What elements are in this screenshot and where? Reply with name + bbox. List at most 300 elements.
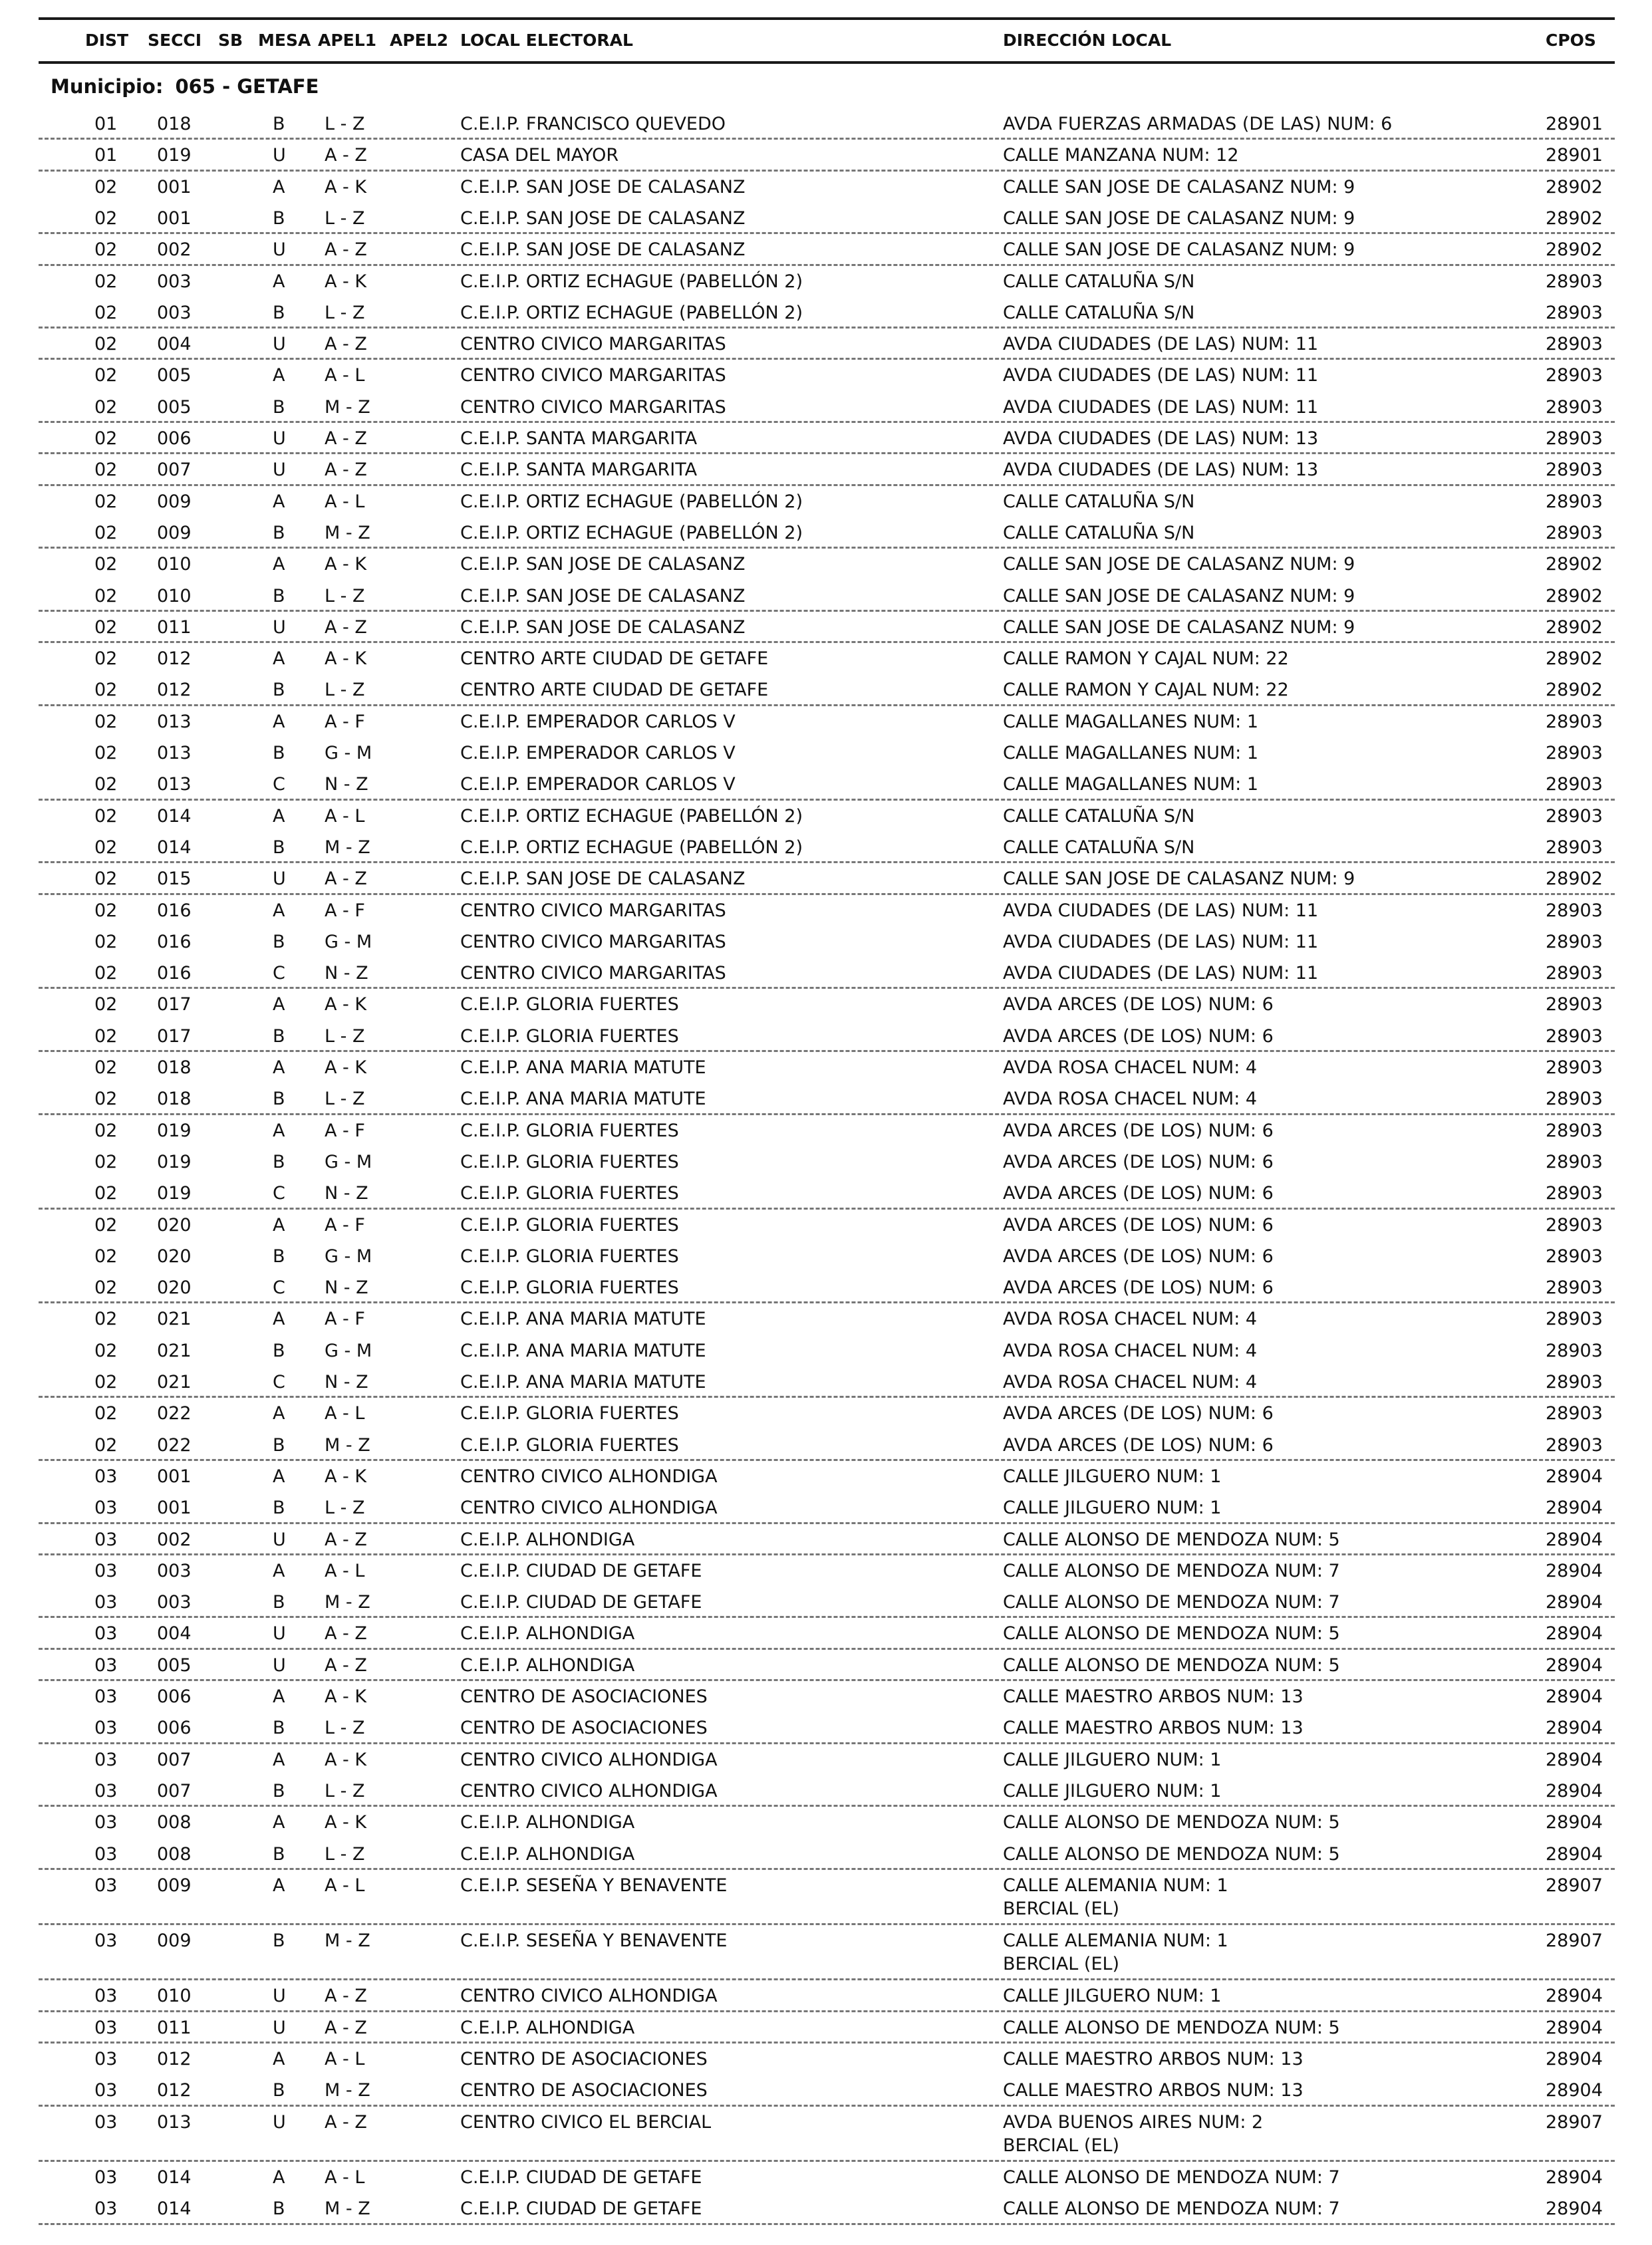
cell-apel1: L - Z (325, 585, 365, 606)
cell-direccion-local-line2: BERCIAL (EL) (1003, 2135, 1120, 2156)
cell-mesa: A (273, 1749, 285, 1770)
cell-apel1: M - Z (325, 1434, 370, 1456)
cell-dist: 03 (94, 1749, 118, 1770)
cell-apel1: A - Z (325, 1654, 367, 1676)
cell-apel1: A - L (325, 2167, 365, 2188)
cell-cpos: 28903 (1546, 396, 1603, 418)
cell-secci: 013 (157, 743, 192, 763)
cell-local-electoral: C.E.I.P. EMPERADOR CARLOS V (460, 743, 736, 763)
cell-local-electoral: C.E.I.P. ANA MARIA MATUTE (460, 1340, 706, 1361)
cell-local-electoral: CENTRO CIVICO MARGARITAS (460, 334, 726, 355)
cell-dist: 03 (94, 2111, 118, 2133)
cell-dist: 02 (94, 239, 118, 261)
cell-mesa: U (273, 239, 286, 261)
cell-apel1: M - Z (325, 1592, 370, 1613)
cell-local-electoral: CENTRO ARTE CIUDAD DE GETAFE (460, 680, 769, 701)
cell-cpos: 28903 (1546, 1057, 1603, 1078)
cell-local-electoral: C.E.I.P. SAN JOSE DE CALASANZ (460, 616, 746, 638)
cell-local-electoral: CENTRO CIVICO MARGARITAS (460, 396, 726, 418)
cell-apel1: A - Z (325, 334, 367, 355)
cell-mesa: A (273, 900, 285, 921)
cell-apel1: A - K (325, 1749, 367, 1770)
cell-dist: 02 (94, 302, 118, 323)
cell-dist: 03 (94, 1623, 118, 1645)
cell-dist: 03 (94, 1780, 118, 1801)
cell-cpos: 28903 (1546, 711, 1603, 732)
cell-cpos: 28903 (1546, 1309, 1603, 1330)
cell-secci: 009 (157, 1875, 192, 1896)
cell-secci: 012 (157, 2049, 192, 2069)
cell-cpos: 28903 (1546, 1214, 1603, 1236)
cell-dist: 02 (94, 396, 118, 418)
cell-mesa: B (273, 1246, 285, 1267)
cell-local-electoral: CENTRO CIVICO EL BERCIAL (460, 2111, 712, 2133)
cell-apel1: A - K (325, 1812, 367, 1833)
cell-secci: 018 (157, 114, 192, 134)
cell-local-electoral: C.E.I.P. ANA MARIA MATUTE (460, 1309, 706, 1330)
cell-local-electoral: C.E.I.P. GLORIA FUERTES (460, 994, 679, 1015)
cell-dist: 01 (94, 145, 118, 166)
cell-secci: 018 (157, 1057, 192, 1078)
cell-direccion-local: AVDA ROSA CHACEL NUM: 4 (1003, 1089, 1258, 1110)
cell-cpos: 28904 (1546, 1686, 1603, 1707)
cell-apel1: G - M (325, 1246, 372, 1267)
cell-direccion-local: CALLE SAN JOSE DE CALASANZ NUM: 9 (1003, 176, 1355, 198)
cell-mesa: U (273, 145, 286, 166)
cell-local-electoral: C.E.I.P. GLORIA FUERTES (460, 1151, 679, 1172)
cell-local-electoral: C.E.I.P. ALHONDIGA (460, 1812, 635, 1833)
cell-apel1: L - Z (325, 1089, 365, 1110)
cell-local-electoral: CENTRO CIVICO ALHONDIGA (460, 1749, 718, 1770)
cell-cpos: 28903 (1546, 491, 1603, 512)
cell-apel1: G - M (325, 743, 372, 763)
cell-cpos: 28903 (1546, 271, 1603, 292)
cell-local-electoral: C.E.I.P. EMPERADOR CARLOS V (460, 711, 736, 732)
cell-secci: 017 (157, 994, 192, 1015)
cell-dist: 02 (94, 1151, 118, 1172)
cell-mesa: B (273, 1089, 285, 1110)
cell-local-electoral: CENTRO CIVICO ALHONDIGA (460, 1498, 718, 1519)
cell-apel1: L - Z (325, 1025, 365, 1047)
cell-dist: 02 (94, 1403, 118, 1424)
cell-secci: 001 (157, 1466, 192, 1487)
cell-direccion-local-line2: BERCIAL (EL) (1003, 1898, 1120, 1919)
cell-dist: 03 (94, 2017, 118, 2038)
column-header-secci: SECCI (148, 31, 202, 50)
cell-secci: 015 (157, 868, 192, 890)
cell-cpos: 28903 (1546, 1151, 1603, 1172)
cell-local-electoral: C.E.I.P. SESEÑA Y BENAVENTE (460, 1930, 728, 1952)
cell-secci: 003 (157, 1560, 192, 1581)
cell-cpos: 28907 (1546, 1875, 1603, 1896)
cell-cpos: 28904 (1546, 2198, 1603, 2220)
cell-local-electoral: C.E.I.P. CIUDAD DE GETAFE (460, 2167, 702, 2188)
cell-mesa: B (273, 1151, 285, 1172)
cell-mesa: C (273, 1183, 285, 1204)
cell-apel1: L - Z (325, 1780, 365, 1801)
cell-direccion-local-line2: BERCIAL (EL) (1003, 1954, 1120, 1975)
cell-cpos: 28903 (1546, 1434, 1603, 1456)
cell-local-electoral: C.E.I.P. ANA MARIA MATUTE (460, 1372, 706, 1392)
cell-mesa: U (273, 616, 286, 638)
cell-cpos: 28901 (1546, 114, 1603, 134)
cell-apel1: N - Z (325, 1277, 368, 1299)
cell-local-electoral: C.E.I.P. GLORIA FUERTES (460, 1183, 679, 1204)
cell-local-electoral: C.E.I.P. EMPERADOR CARLOS V (460, 774, 736, 795)
cell-dist: 02 (94, 1057, 118, 1078)
cell-apel1: L - Z (325, 1498, 365, 1519)
cell-cpos: 28904 (1546, 2167, 1603, 2188)
cell-cpos: 28902 (1546, 616, 1603, 638)
cell-cpos: 28904 (1546, 2017, 1603, 2038)
cell-secci: 001 (157, 176, 192, 198)
cell-dist: 02 (94, 837, 118, 858)
cell-local-electoral: C.E.I.P. SAN JOSE DE CALASANZ (460, 239, 746, 261)
cell-direccion-local: CALLE ALONSO DE MENDOZA NUM: 5 (1003, 1529, 1340, 1550)
cell-cpos: 28903 (1546, 774, 1603, 795)
cell-cpos: 28904 (1546, 1812, 1603, 1833)
cell-cpos: 28904 (1546, 1843, 1603, 1865)
cell-cpos: 28902 (1546, 554, 1603, 575)
cell-apel1: A - F (325, 711, 365, 732)
cell-cpos: 28903 (1546, 1340, 1603, 1361)
cell-mesa: B (273, 1592, 285, 1613)
cell-local-electoral: C.E.I.P. FRANCISCO QUEVEDO (460, 114, 726, 134)
cell-dist: 02 (94, 616, 118, 638)
cell-secci: 007 (157, 1749, 192, 1770)
cell-direccion-local: CALLE JILGUERO NUM: 1 (1003, 1498, 1222, 1519)
cell-direccion-local: AVDA ARCES (DE LOS) NUM: 6 (1003, 1214, 1274, 1236)
cell-cpos: 28903 (1546, 994, 1603, 1015)
cell-dist: 03 (94, 1592, 118, 1613)
cell-direccion-local: CALLE ALONSO DE MENDOZA NUM: 7 (1003, 2167, 1340, 2188)
cell-apel1: A - Z (325, 868, 367, 890)
cell-cpos: 28903 (1546, 365, 1603, 386)
cell-cpos: 28903 (1546, 837, 1603, 858)
cell-cpos: 28903 (1546, 805, 1603, 827)
cell-mesa: B (273, 1780, 285, 1801)
cell-secci: 014 (157, 805, 192, 827)
cell-secci: 020 (157, 1277, 192, 1299)
cell-direccion-local: AVDA FUERZAS ARMADAS (DE LAS) NUM: 6 (1003, 114, 1393, 134)
cell-mesa: A (273, 1560, 285, 1581)
cell-cpos: 28902 (1546, 648, 1603, 670)
cell-local-electoral: C.E.I.P. ALHONDIGA (460, 2017, 635, 2038)
cell-dist: 02 (94, 931, 118, 952)
cell-secci: 012 (157, 648, 192, 670)
cell-mesa: A (273, 1812, 285, 1833)
cell-direccion-local: AVDA ARCES (DE LOS) NUM: 6 (1003, 1434, 1274, 1456)
cell-cpos: 28903 (1546, 900, 1603, 921)
cell-dist: 03 (94, 1686, 118, 1707)
cell-mesa: B (273, 1340, 285, 1361)
cell-cpos: 28902 (1546, 868, 1603, 890)
cell-cpos: 28902 (1546, 176, 1603, 198)
cell-local-electoral: C.E.I.P. CIUDAD DE GETAFE (460, 1560, 702, 1581)
cell-dist: 02 (94, 460, 118, 481)
cell-apel1: A - Z (325, 2017, 367, 2038)
cell-dist: 02 (94, 963, 118, 984)
cell-direccion-local: AVDA ARCES (DE LOS) NUM: 6 (1003, 1246, 1274, 1267)
cell-mesa: A (273, 554, 285, 575)
cell-direccion-local: CALLE ALEMANIA NUM: 1 (1003, 1930, 1228, 1952)
cell-mesa: A (273, 1686, 285, 1707)
cell-cpos: 28904 (1546, 1592, 1603, 1613)
cell-apel1: M - Z (325, 522, 370, 543)
cell-direccion-local: CALLE SAN JOSE DE CALASANZ NUM: 9 (1003, 554, 1355, 575)
cell-dist: 02 (94, 774, 118, 795)
cell-secci: 017 (157, 1025, 192, 1047)
cell-dist: 02 (94, 805, 118, 827)
cell-direccion-local: CALLE ALONSO DE MENDOZA NUM: 5 (1003, 2017, 1340, 2038)
cell-cpos: 28903 (1546, 1025, 1603, 1047)
cell-mesa: B (273, 207, 285, 229)
cell-direccion-local: AVDA CIUDADES (DE LAS) NUM: 11 (1003, 334, 1319, 355)
cell-apel1: A - L (325, 805, 365, 827)
cell-apel1: A - Z (325, 616, 367, 638)
cell-secci: 005 (157, 1654, 192, 1676)
cell-direccion-local: CALLE SAN JOSE DE CALASANZ NUM: 9 (1003, 207, 1355, 229)
cell-cpos: 28904 (1546, 1718, 1603, 1739)
cell-cpos: 28901 (1546, 145, 1603, 166)
cell-cpos: 28904 (1546, 1623, 1603, 1645)
cell-secci: 022 (157, 1403, 192, 1424)
cell-direccion-local: CALLE CATALUÑA S/N (1003, 271, 1195, 292)
cell-mesa: U (273, 868, 286, 890)
cell-mesa: A (273, 1214, 285, 1236)
municipio-value: 065 - GETAFE (175, 75, 319, 98)
cell-dist: 02 (94, 1120, 118, 1141)
cell-secci: 001 (157, 1498, 192, 1519)
cell-dist: 02 (94, 743, 118, 763)
cell-secci: 005 (157, 365, 192, 386)
cell-dist: 02 (94, 271, 118, 292)
cell-apel1: A - K (325, 1057, 367, 1078)
cell-direccion-local: CALLE ALONSO DE MENDOZA NUM: 5 (1003, 1623, 1340, 1645)
cell-secci: 022 (157, 1434, 192, 1456)
cell-dist: 02 (94, 522, 118, 543)
cell-direccion-local: CALLE MAGALLANES NUM: 1 (1003, 743, 1258, 763)
column-header-sb: SB (218, 31, 243, 50)
cell-secci: 016 (157, 900, 192, 921)
cell-dist: 02 (94, 1025, 118, 1047)
cell-direccion-local: CALLE SAN JOSE DE CALASANZ NUM: 9 (1003, 868, 1355, 890)
cell-mesa: A (273, 994, 285, 1015)
cell-cpos: 28907 (1546, 2111, 1603, 2133)
cell-dist: 03 (94, 1930, 118, 1952)
cell-direccion-local: AVDA CIUDADES (DE LAS) NUM: 11 (1003, 396, 1319, 418)
cell-direccion-local: AVDA CIUDADES (DE LAS) NUM: 11 (1003, 931, 1319, 952)
cell-dist: 02 (94, 711, 118, 732)
cell-local-electoral: C.E.I.P. ORTIZ ECHAGUE (PABELLÓN 2) (460, 271, 803, 292)
cell-cpos: 28903 (1546, 522, 1603, 543)
cell-direccion-local: CALLE JILGUERO NUM: 1 (1003, 1780, 1222, 1801)
cell-cpos: 28903 (1546, 931, 1603, 952)
cell-cpos: 28904 (1546, 1560, 1603, 1581)
cell-apel1: L - Z (325, 207, 365, 229)
cell-secci: 002 (157, 239, 192, 261)
cell-apel1: L - Z (325, 302, 365, 323)
cell-apel1: N - Z (325, 774, 368, 795)
cell-secci: 019 (157, 1120, 192, 1141)
cell-apel1: A - K (325, 994, 367, 1015)
cell-secci: 004 (157, 1623, 192, 1645)
cell-apel1: A - Z (325, 1986, 367, 2007)
cell-direccion-local: CALLE MANZANA NUM: 12 (1003, 145, 1239, 166)
cell-apel1: N - Z (325, 1372, 368, 1392)
cell-direccion-local: CALLE CATALUÑA S/N (1003, 522, 1195, 543)
cell-apel1: A - K (325, 176, 367, 198)
cell-cpos: 28904 (1546, 2049, 1603, 2069)
column-header-apel1: APEL1 (318, 31, 377, 50)
cell-apel1: A - Z (325, 460, 367, 481)
cell-dist: 03 (94, 1875, 118, 1896)
cell-cpos: 28903 (1546, 1120, 1603, 1141)
cell-dist: 02 (94, 648, 118, 670)
cell-direccion-local: CALLE ALONSO DE MENDOZA NUM: 5 (1003, 1654, 1340, 1676)
cell-cpos: 28903 (1546, 428, 1603, 449)
cell-mesa: B (273, 2198, 285, 2220)
cell-secci: 021 (157, 1372, 192, 1392)
cell-mesa: B (273, 396, 285, 418)
cell-apel1: A - K (325, 271, 367, 292)
column-header-local: LOCAL ELECTORAL (460, 31, 633, 50)
cell-cpos: 28903 (1546, 334, 1603, 355)
cell-local-electoral: C.E.I.P. ANA MARIA MATUTE (460, 1057, 706, 1078)
cell-apel1: A - F (325, 1214, 365, 1236)
cell-local-electoral: C.E.I.P. CIUDAD DE GETAFE (460, 1592, 702, 1613)
cell-apel1: G - M (325, 1151, 372, 1172)
cell-direccion-local: CALLE MAESTRO ARBOS NUM: 13 (1003, 2049, 1304, 2069)
cell-apel1: M - Z (325, 837, 370, 858)
cell-secci: 006 (157, 1718, 192, 1739)
cell-dist: 02 (94, 680, 118, 701)
cell-cpos: 28903 (1546, 1277, 1603, 1299)
column-header-cpos: CPOS (1546, 31, 1596, 50)
cell-local-electoral: CENTRO CIVICO ALHONDIGA (460, 1466, 718, 1487)
cell-secci: 003 (157, 1592, 192, 1613)
cell-dist: 02 (94, 554, 118, 575)
cell-mesa: U (273, 334, 286, 355)
cell-secci: 009 (157, 1930, 192, 1952)
cell-apel1: L - Z (325, 680, 365, 701)
cell-cpos: 28903 (1546, 1089, 1603, 1110)
cell-direccion-local: CALLE JILGUERO NUM: 1 (1003, 1466, 1222, 1487)
cell-mesa: C (273, 1372, 285, 1392)
cell-apel1: A - Z (325, 145, 367, 166)
cell-apel1: G - M (325, 1340, 372, 1361)
cell-mesa: C (273, 774, 285, 795)
cell-dist: 02 (94, 1340, 118, 1361)
cell-secci: 014 (157, 2198, 192, 2220)
cell-direccion-local: CALLE ALONSO DE MENDOZA NUM: 5 (1003, 1812, 1340, 1833)
cell-apel1: M - Z (325, 396, 370, 418)
cell-dist: 02 (94, 334, 118, 355)
cell-cpos: 28904 (1546, 1466, 1603, 1487)
cell-secci: 013 (157, 2111, 192, 2133)
cell-mesa: A (273, 271, 285, 292)
cell-dist: 02 (94, 207, 118, 229)
cell-mesa: U (273, 460, 286, 481)
column-header-dist: DIST (85, 31, 129, 50)
cell-local-electoral: C.E.I.P. ALHONDIGA (460, 1623, 635, 1645)
cell-dist: 02 (94, 491, 118, 512)
cell-dist: 03 (94, 1498, 118, 1519)
cell-direccion-local: CALLE JILGUERO NUM: 1 (1003, 1986, 1222, 2007)
cell-local-electoral: C.E.I.P. ORTIZ ECHAGUE (PABELLÓN 2) (460, 522, 803, 543)
cell-direccion-local: CALLE MAESTRO ARBOS NUM: 13 (1003, 2080, 1304, 2101)
cell-mesa: U (273, 428, 286, 449)
cell-secci: 002 (157, 1529, 192, 1550)
cell-dist: 02 (94, 1214, 118, 1236)
cell-cpos: 28903 (1546, 1183, 1603, 1204)
cell-local-electoral: CENTRO CIVICO MARGARITAS (460, 365, 726, 386)
cell-apel1: A - Z (325, 1623, 367, 1645)
cell-mesa: B (273, 1843, 285, 1865)
cell-secci: 008 (157, 1843, 192, 1865)
cell-cpos: 28903 (1546, 1246, 1603, 1267)
cell-local-electoral: C.E.I.P. ORTIZ ECHAGUE (PABELLÓN 2) (460, 302, 803, 323)
cell-mesa: A (273, 1120, 285, 1141)
cell-secci: 019 (157, 1183, 192, 1204)
cell-local-electoral: C.E.I.P. ALHONDIGA (460, 1654, 635, 1676)
cell-secci: 009 (157, 491, 192, 512)
cell-cpos: 28903 (1546, 460, 1603, 481)
cell-mesa: A (273, 491, 285, 512)
cell-secci: 003 (157, 302, 192, 323)
cell-mesa: U (273, 2111, 286, 2133)
cell-apel1: A - L (325, 2049, 365, 2069)
cell-cpos: 28904 (1546, 1780, 1603, 1801)
cell-secci: 010 (157, 585, 192, 606)
cell-dist: 02 (94, 900, 118, 921)
cell-direccion-local: CALLE SAN JOSE DE CALASANZ NUM: 9 (1003, 585, 1355, 606)
cell-local-electoral: C.E.I.P. ALHONDIGA (460, 1529, 635, 1550)
cell-apel1: A - F (325, 1120, 365, 1141)
cell-direccion-local: CALLE RAMON Y CAJAL NUM: 22 (1003, 680, 1289, 701)
cell-secci: 011 (157, 616, 192, 638)
cell-dist: 03 (94, 1718, 118, 1739)
cell-apel1: L - Z (325, 1843, 365, 1865)
cell-mesa: B (273, 1498, 285, 1519)
cell-secci: 004 (157, 334, 192, 355)
cell-mesa: B (273, 1025, 285, 1047)
cell-mesa: A (273, 711, 285, 732)
cell-direccion-local: CALLE ALONSO DE MENDOZA NUM: 7 (1003, 2198, 1340, 2220)
cell-mesa: A (273, 805, 285, 827)
cell-cpos: 28904 (1546, 1498, 1603, 1519)
cell-direccion-local: AVDA ARCES (DE LOS) NUM: 6 (1003, 1151, 1274, 1172)
cell-secci: 008 (157, 1812, 192, 1833)
row-separator (39, 2223, 1615, 2225)
cell-mesa: A (273, 365, 285, 386)
cell-dist: 02 (94, 868, 118, 890)
cell-direccion-local: CALLE CATALUÑA S/N (1003, 805, 1195, 827)
cell-cpos: 28903 (1546, 743, 1603, 763)
cell-secci: 012 (157, 2080, 192, 2101)
cell-dist: 02 (94, 994, 118, 1015)
cell-dist: 02 (94, 365, 118, 386)
cell-dist: 02 (94, 1372, 118, 1392)
cell-mesa: B (273, 743, 285, 763)
cell-mesa: U (273, 1529, 286, 1550)
cell-dist: 02 (94, 176, 118, 198)
cell-cpos: 28904 (1546, 1749, 1603, 1770)
cell-local-electoral: CENTRO ARTE CIUDAD DE GETAFE (460, 648, 769, 670)
cell-mesa: B (273, 522, 285, 543)
cell-secci: 001 (157, 207, 192, 229)
cell-cpos: 28902 (1546, 585, 1603, 606)
